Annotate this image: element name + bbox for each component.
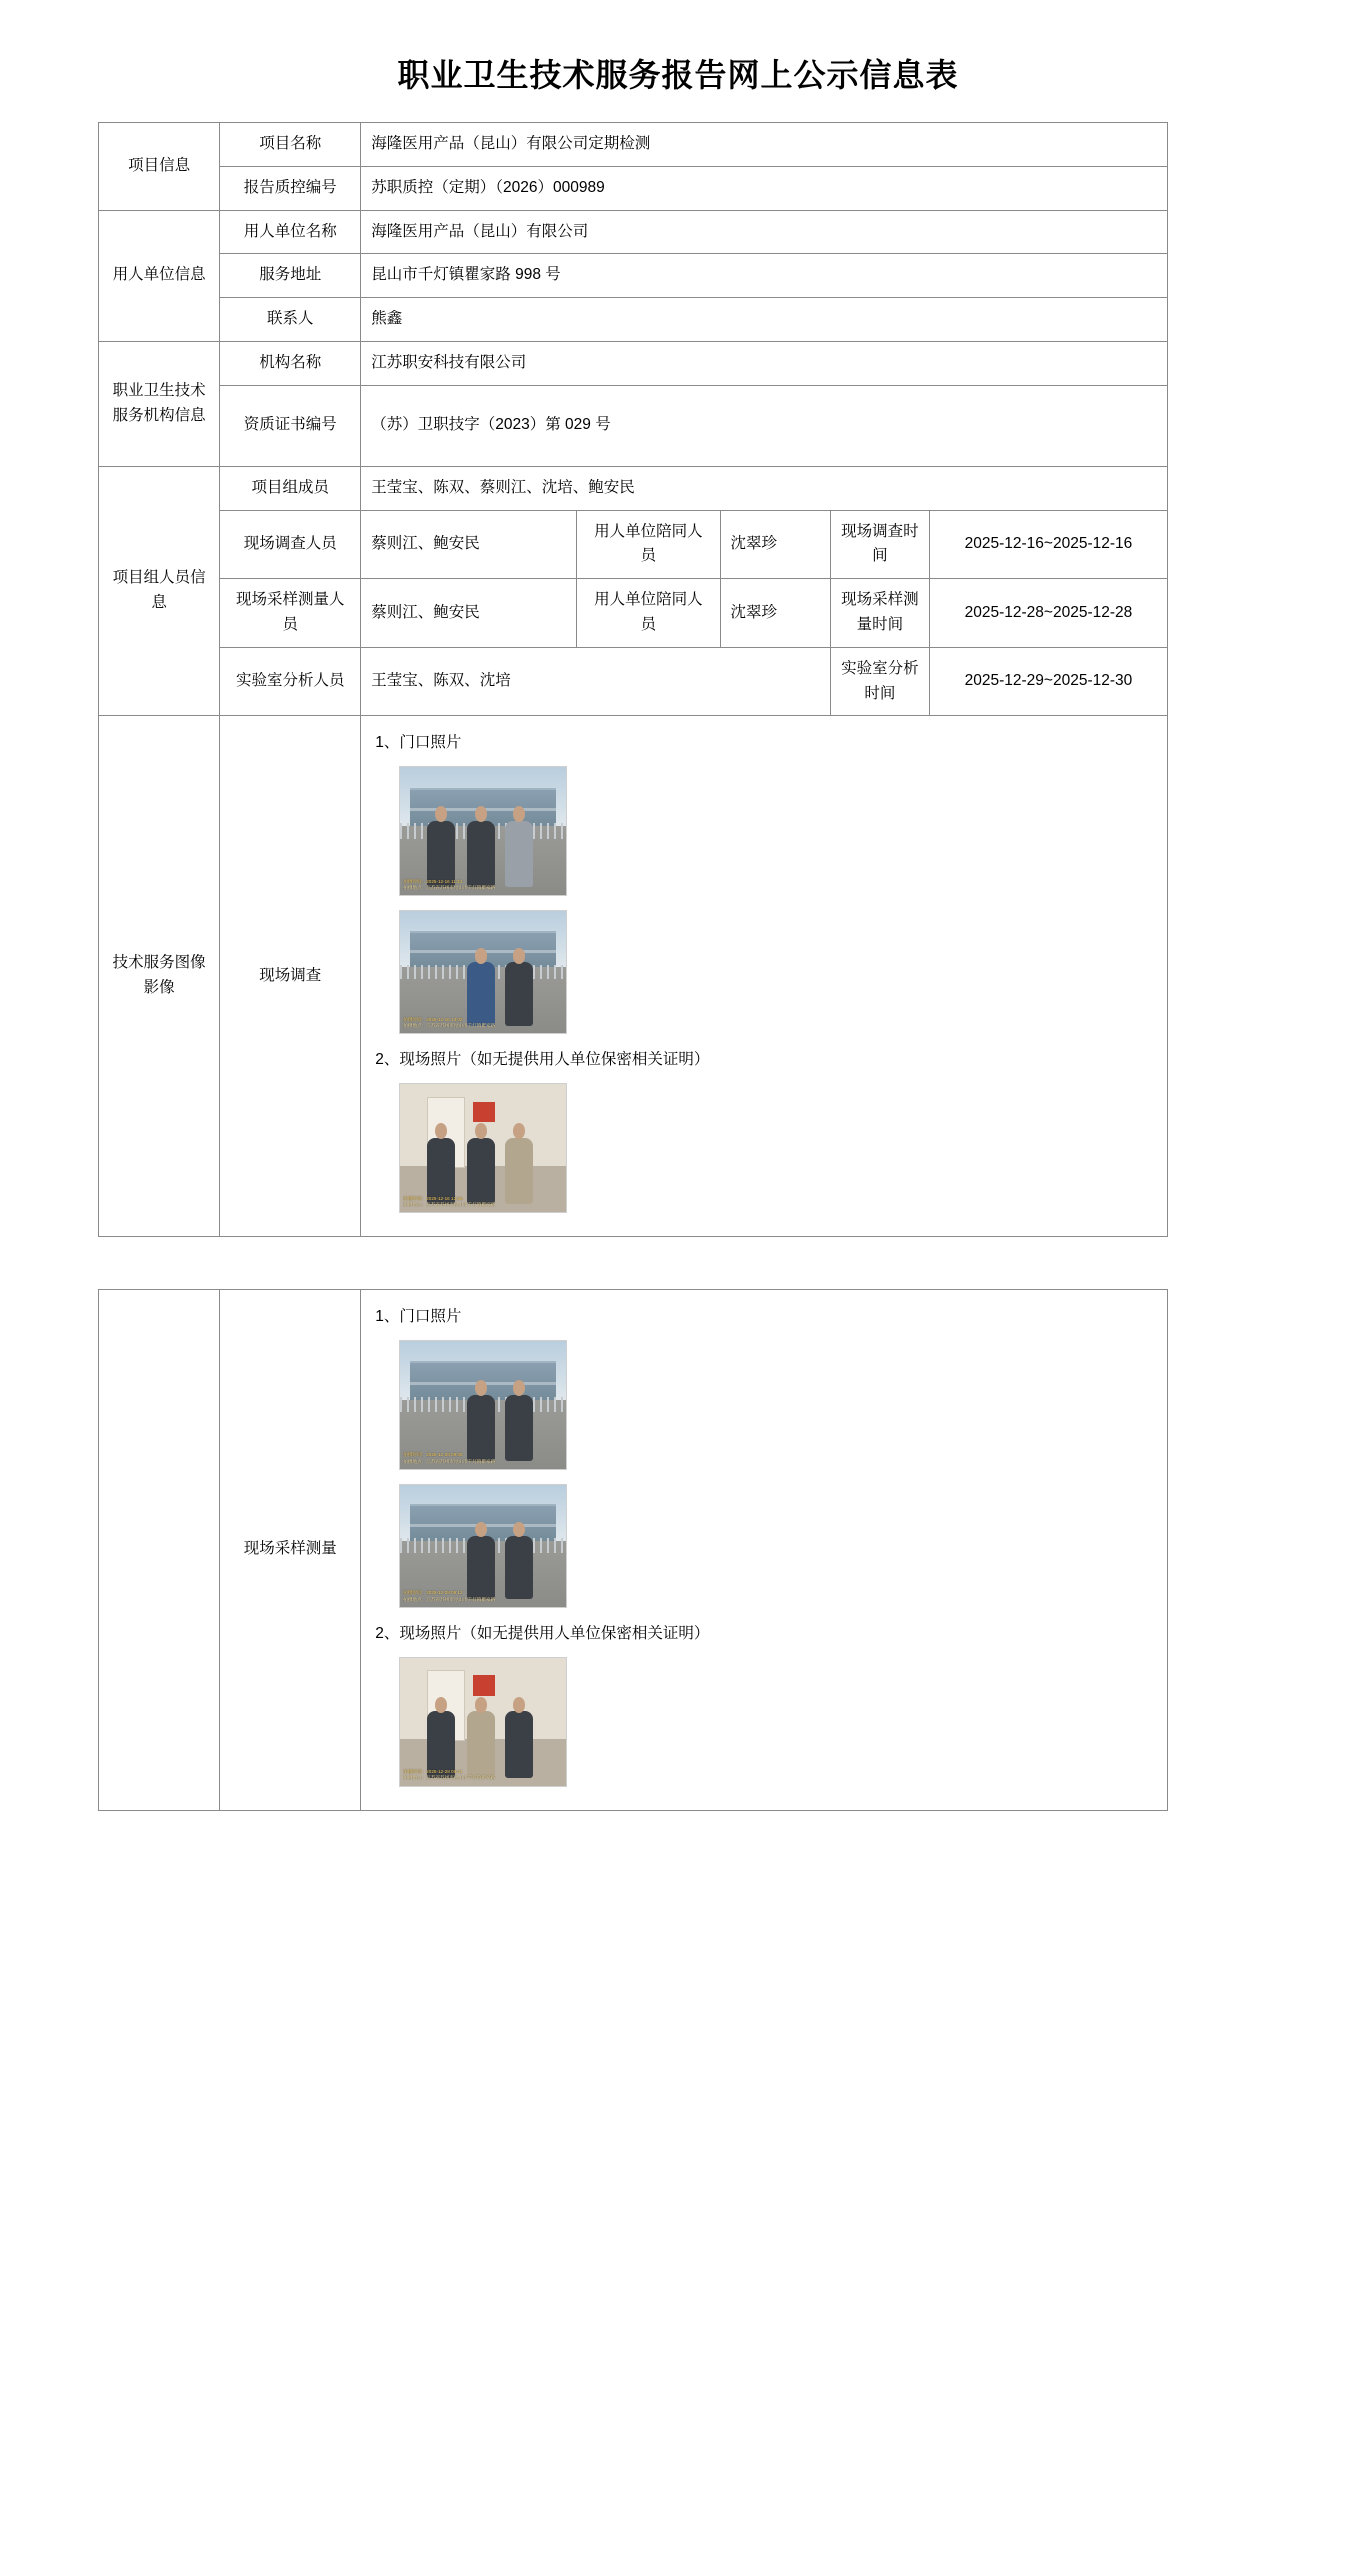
caption-gate-photos: 1、门口照片 [375, 734, 462, 752]
value-contact-person: 熊鑫 [361, 298, 1168, 342]
photo-timestamp-overlay [403, 879, 495, 891]
label-team-members: 项目组成员 [220, 466, 361, 510]
value-agency-name: 江苏职安科技有限公司 [361, 341, 1168, 385]
photo-timestamp-overlay [403, 1017, 495, 1029]
label-cert-no: 资质证书编号 [220, 385, 361, 466]
table-row [99, 341, 1168, 385]
photo-timestamp-overlay [403, 1196, 495, 1208]
value-lab-time: 2025-12-29~2025-12-30 [929, 647, 1167, 716]
value-survey-accompany: 沈翠珍 [720, 510, 830, 579]
photo-stamp-time: 拍摄时间：2025-12-16 13:02 [403, 1016, 463, 1022]
table-row [99, 510, 1168, 579]
photo-person [505, 962, 533, 1025]
photo-person [467, 1138, 495, 1205]
value-survey-time: 2025-12-16~2025-12-16 [929, 510, 1167, 579]
value-survey-staff: 蔡则江、鲍安民 [361, 510, 577, 579]
photo-person [505, 1536, 533, 1599]
caption-gate-photos: 1、门口照片 [375, 1307, 462, 1325]
photo-person [427, 821, 455, 888]
caption-site-photos: 2、现场照片（如无提供用人单位保密相关证明） [375, 1051, 710, 1069]
label-project-name: 项目名称 [220, 123, 361, 167]
photo-sign [473, 1675, 495, 1695]
photo-person [505, 821, 533, 888]
table-row [99, 579, 1168, 648]
table-row [99, 466, 1168, 510]
photo-person [467, 1711, 495, 1778]
photo-person [467, 1395, 495, 1462]
photo-person [505, 1138, 533, 1205]
photo-stamp-time: 拍摄时间：2025-12-16 13:36 [403, 1195, 463, 1201]
photo-stamp-location: 拍摄地点：江苏省苏州市昆山市千灯镇瞿家路 [403, 1458, 496, 1464]
photo-person [505, 1711, 533, 1778]
photo-stamp-location: 拍摄地点：江苏省苏州市昆山市千灯镇瞿家路 [403, 884, 496, 890]
photo-stamp-location: 拍摄地点：江苏省苏州市昆山市千灯镇瞿家路 [403, 1022, 496, 1028]
label-sampling-time: 现场采样测量时间 [830, 579, 929, 648]
section-label-agency-info: 职业卫生技术服务机构信息 [99, 341, 220, 466]
photo-stamp-location: 拍摄地点：江苏省苏州市昆山市千灯镇瞿家路 [403, 1775, 496, 1781]
label-lab-staff: 实验室分析人员 [220, 647, 361, 716]
label-sampling-staff: 现场采样测量人员 [220, 579, 361, 648]
value-cert-no: （苏）卫职技字（2023）第 029 号 [361, 385, 1168, 466]
photo-person [467, 821, 495, 888]
caption-site-photos: 2、现场照片（如无提供用人单位保密相关证明） [375, 1624, 710, 1642]
value-team-members: 王莹宝、陈双、蔡则江、沈培、鲍安民 [361, 466, 1168, 510]
table-row-media-survey [99, 716, 1168, 1237]
photo-stamp-time: 拍摄时间：2025-12-28 09:41 [403, 1769, 463, 1775]
photo-sampling-site-1 [399, 1657, 567, 1787]
page-title: 职业卫生技术服务报告网上公示信息表 [397, 57, 959, 93]
label-service-address: 服务地址 [220, 254, 361, 298]
photo-person [427, 1138, 455, 1205]
info-table-part1 [98, 122, 1168, 1237]
media-cell-site-sampling [361, 1289, 1168, 1810]
label-survey-time: 现场调查时间 [830, 510, 929, 579]
table-row [99, 385, 1168, 466]
page-break-spacer [98, 1237, 1258, 1263]
label-employer-name: 用人单位名称 [220, 210, 361, 254]
photo-stamp-location: 拍摄地点：江苏省苏州市昆山市千灯镇瞿家路 [403, 1201, 496, 1207]
row-label-site-sampling: 现场采样测量 [220, 1289, 361, 1810]
value-report-no: 苏职质控（定期）（2026）000989 [361, 166, 1168, 210]
photo-person [427, 1711, 455, 1778]
label-lab-time: 实验室分析时间 [830, 647, 929, 716]
label-contact-person: 联系人 [220, 298, 361, 342]
section-label-media: 技术服务图像影像 [99, 716, 220, 1237]
photo-sampling-gate-2 [399, 1484, 567, 1608]
row-label-site-survey: 现场调查 [220, 716, 361, 1237]
section-label-project-info: 项目信息 [99, 123, 220, 211]
photo-person [505, 1395, 533, 1462]
photo-stamp-location: 拍摄地点：江苏省苏州市昆山市千灯镇瞿家路 [403, 1596, 496, 1602]
label-survey-staff: 现场调查人员 [220, 510, 361, 579]
media-cell-site-survey [361, 716, 1168, 1237]
label-survey-accompany: 用人单位陪同人员 [577, 510, 720, 579]
value-sampling-accompany: 沈翠珍 [720, 579, 830, 648]
section-label-employer-info: 用人单位信息 [99, 210, 220, 341]
table-row-media-sampling [99, 1289, 1168, 1810]
photo-stamp-time: 拍摄时间：2025-12-28 09:05 [403, 1452, 463, 1458]
label-sampling-accompany: 用人单位陪同人员 [577, 579, 720, 648]
photo-timestamp-overlay [403, 1769, 495, 1781]
table-row [99, 254, 1168, 298]
media-continuation-empty-cell [99, 1289, 220, 1810]
photo-stamp-time: 拍摄时间：2025-12-28 09:12 [403, 1590, 463, 1596]
photo-survey-gate-1 [399, 766, 567, 896]
value-sampling-staff: 蔡则江、鲍安民 [361, 579, 577, 648]
table-row [99, 298, 1168, 342]
photo-timestamp-overlay [403, 1590, 495, 1602]
document-page [0, 50, 1356, 1811]
value-employer-name: 海隆医用产品（昆山）有限公司 [361, 210, 1168, 254]
photo-stamp-time: 拍摄时间：2025-12-16 11:34 [403, 878, 463, 884]
value-service-address: 昆山市千灯镇瞿家路 998 号 [361, 254, 1168, 298]
label-report-no: 报告质控编号 [220, 166, 361, 210]
table-row [99, 647, 1168, 716]
label-agency-name: 机构名称 [220, 341, 361, 385]
table-row [99, 166, 1168, 210]
photo-timestamp-overlay [403, 1452, 495, 1464]
info-table-part2 [98, 1289, 1168, 1811]
photo-survey-site-1 [399, 1083, 567, 1213]
section-label-team-info: 项目组人员信息 [99, 466, 220, 716]
photo-survey-gate-2 [399, 910, 567, 1034]
value-lab-staff: 王莹宝、陈双、沈培 [361, 647, 830, 716]
photo-sign [473, 1102, 495, 1122]
table-row [99, 210, 1168, 254]
value-project-name: 海隆医用产品（昆山）有限公司定期检测 [361, 123, 1168, 167]
table-row [99, 123, 1168, 167]
photo-sampling-gate-1 [399, 1340, 567, 1470]
value-sampling-time: 2025-12-28~2025-12-28 [929, 579, 1167, 648]
